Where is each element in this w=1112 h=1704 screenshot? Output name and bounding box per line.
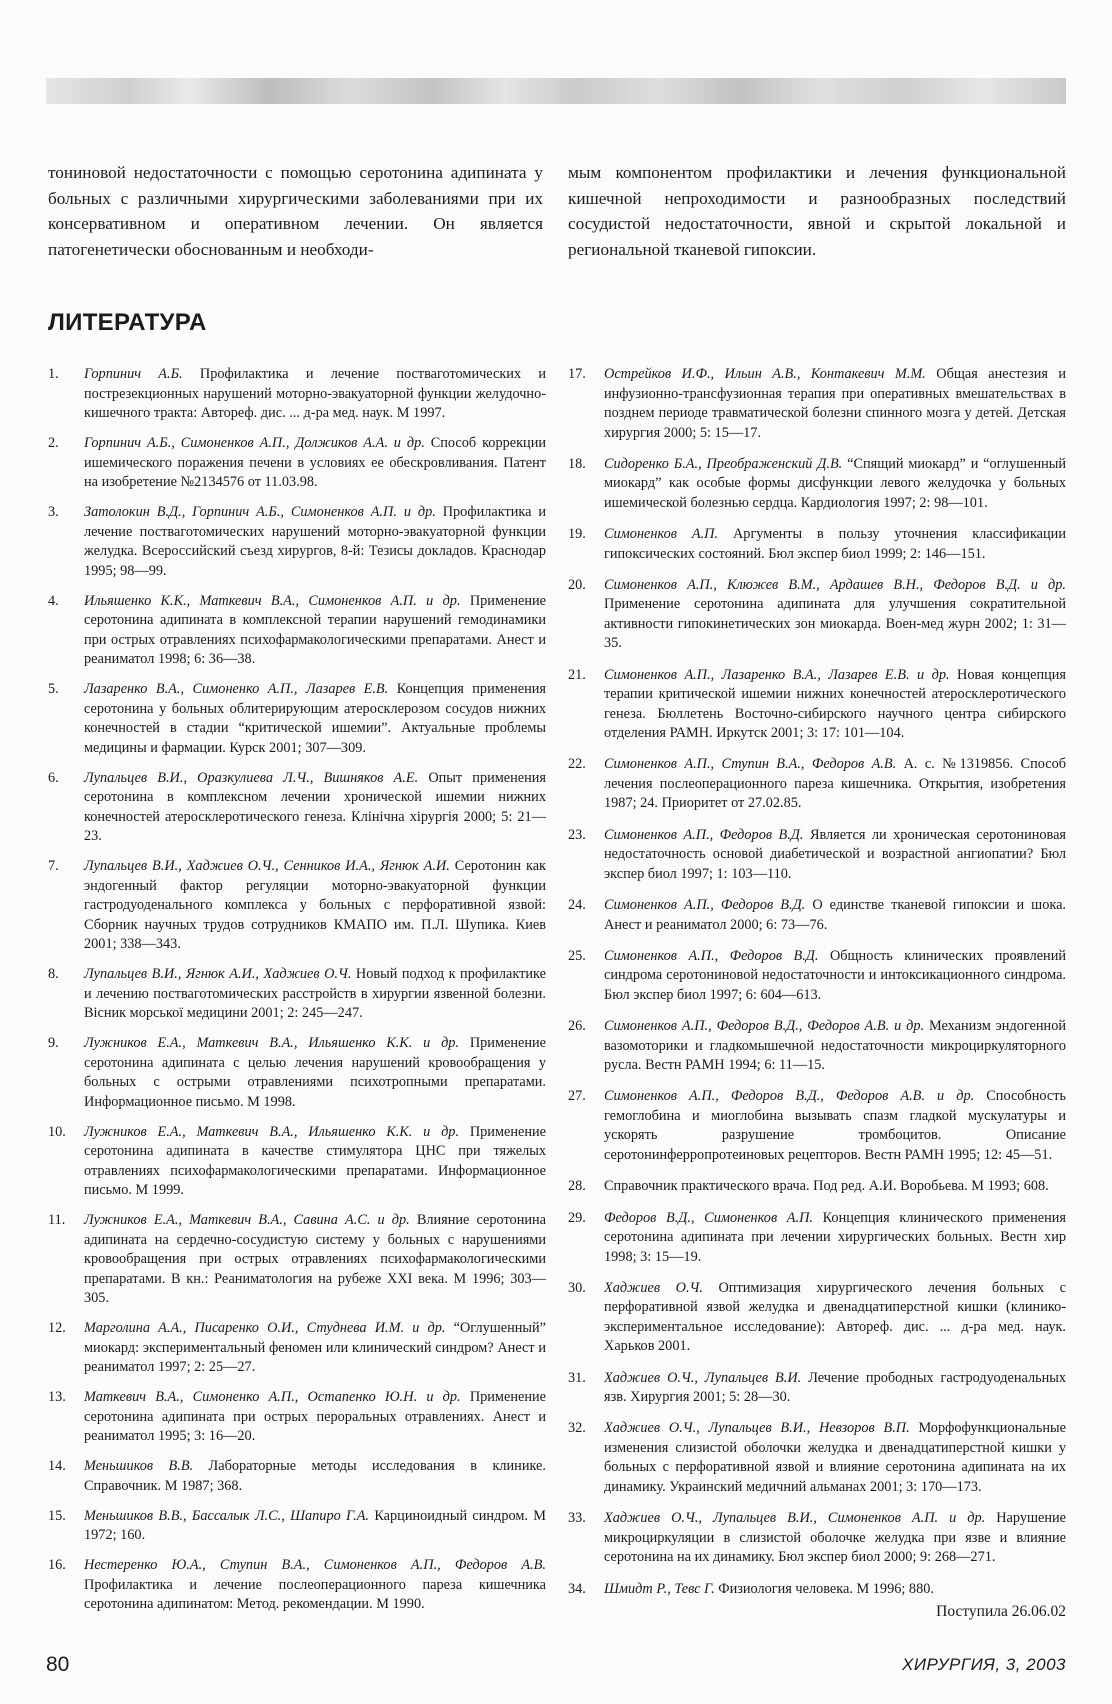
reference-title: Лабораторные методы исследования в клинике. Справочник. М 1987; 368. (84, 1458, 546, 1494)
reference-title: “Спящий миокард” и “оглушенный миокард” как особые формы дисфункции левого желудочка у больных ишемической болезнью сердца. Кардиология 1997; 2: 98—101. (604, 455, 1067, 511)
reference-item (48, 434, 546, 493)
reference-title: Аргументы в пользу уточнения классификации гипоксических состояний. Бюл экспер биол 1999; 2: 146—151. (604, 526, 1066, 562)
reference-authors: Симоненков А.П., Лазаренко В.А., Лазарев Е.В. и др. (604, 666, 950, 683)
reference-text (604, 947, 1066, 1006)
reference-text (84, 1388, 546, 1447)
references-heading: ЛИТЕРАТУРА (48, 309, 207, 336)
reference-item (568, 1209, 1066, 1268)
reference-number: 20. (568, 576, 586, 593)
reference-title: Применение серотонина адипината в качестве стимулятора ЦНС при тяжелых отравлениях психофармакологическими препаратами. Информационное письмо. М 1999. (84, 1123, 546, 1198)
reference-item (48, 769, 546, 847)
reference-authors: Горпинич А.Б. (84, 366, 183, 382)
reference-authors: Хаджиев О.Ч., Лупальцев В.И., Невзоров В.П. (604, 1420, 910, 1437)
reference-number: 26. (568, 1018, 586, 1035)
reference-number: 24. (568, 897, 586, 914)
reference-authors: Лупальцев В.И., Хаджиев О.Ч., Сенников И.А., Ягнюк А.И. (84, 858, 450, 874)
reference-number: 5. (48, 681, 59, 697)
page-number: 80 (46, 1653, 70, 1676)
reference-text (604, 455, 1066, 514)
reference-title: Новый подход к профилактике и лечению постваготомических расстройств в хирургии язвенной болезни. Вісник морської медицини 2001; 2: 245—247. (84, 966, 546, 1021)
reference-authors: Нестеренко Ю.А., Ступин В.А., Симоненков А.П., Федоров А.В. (84, 1557, 546, 1573)
reference-item (48, 365, 546, 424)
reference-text (84, 965, 546, 1024)
reference-item (568, 576, 1066, 654)
reference-authors: Лужников Е.А., Маткевич В.А., Ильяшенко К.К. и др. (84, 1035, 460, 1051)
reference-item (568, 455, 1066, 514)
reference-title: Профилактика и лечение послеоперационного пареза кишечника серотонина адипинатом: Метод. рекомендации. М 1990. (84, 1576, 546, 1612)
reference-title: Карциноидный синдром. М 1972; 160. (84, 1507, 546, 1543)
reference-item (48, 680, 546, 758)
reference-item (48, 1556, 546, 1615)
reference-text (604, 1087, 1066, 1165)
reference-text (84, 1034, 546, 1112)
reference-title: Общность клинических проявлений синдрома серотониновой недостаточности и интоксикационного синдрома. Бюл экспер биол 1997; 6: 604—613. (604, 947, 1067, 1003)
reference-item (48, 503, 546, 581)
reference-title: “Оглушенный” миокард: экспериментальный феномен или клинический синдром? Анест и реаниматол 1997; 2: 25—27. (84, 1320, 546, 1375)
reference-authors: Хаджиев О.Ч., Лупальцев В.И. (604, 1369, 802, 1386)
reference-text (84, 1507, 546, 1546)
reference-item (48, 1507, 546, 1546)
reference-number: 32. (568, 1420, 586, 1437)
reference-authors: Меньшиков В.В. (84, 1458, 194, 1474)
reference-authors: Шмидт Р., Тевс Г. (604, 1580, 715, 1597)
reference-item (48, 965, 546, 1024)
reference-item (568, 1509, 1066, 1568)
reference-number: 34. (568, 1580, 586, 1597)
reference-text (604, 826, 1066, 885)
reference-authors: Симоненков А.П., Ступин В.А., Федоров А.В. (604, 756, 897, 773)
reference-title: Применение серотонина адипината при острых пероральных отравлениях. Анест и реаниматол 1995; 3: 16—20. (84, 1389, 546, 1444)
reference-authors: Затолокин В.Д., Горпинич А.Б., Симоненков А.П. и др. (84, 504, 436, 520)
reference-title: Механизм эндогенной вазомоторики и гладкомышечной недостаточности микроциркуляторного русла. Вестн РАМН 1994; 6: 11—15. (604, 1018, 1066, 1074)
header-band (46, 78, 1066, 104)
reference-text (84, 365, 546, 424)
reference-item (48, 1319, 546, 1378)
reference-authors: Хаджиев О.Ч., Лупальцев В.И., Симоненков А.П. и др. (604, 1510, 986, 1527)
reference-number: 22. (568, 756, 586, 773)
reference-item (568, 755, 1066, 814)
reference-text (604, 1177, 1066, 1197)
reference-text (84, 1211, 546, 1309)
reference-title: Справочник практического врача. Под ред. А.И. Воробьева. М 1993; 608. (604, 1178, 1049, 1195)
reference-item (568, 1017, 1066, 1076)
reference-title: Влияние серотонина адипината на сердечно-сосудистую систему у больных с нарушениями кровообращения при острых отравлениях психофармакологическими препаратами. В кн.: Реаниматология на рубеже XXI века. М 1996; 303—305. (84, 1212, 546, 1306)
reference-text (604, 576, 1066, 654)
reference-item (568, 365, 1066, 443)
reference-number: 15. (48, 1507, 66, 1524)
reference-title: О единстве тканевой гипоксии и шока. Анест и реаниматол 2000; 6: 73—76. (604, 897, 1066, 933)
reference-title: Применение серотонина адипината с целью лечения нарушений кровообращения у больных с острыми отравлениями психотропными препаратами. Информационное письмо. М 1998. (84, 1035, 546, 1110)
reference-title: Опыт применения серотонина в комплексном лечении хронической ишемии нижних конечностей атеросклеротического генеза. Клінічна хірургія 2000; 5: 21—23. (84, 769, 547, 844)
reference-authors: Маткевич В.А., Симоненко А.П., Остапенко Ю.Н. и др. (84, 1389, 461, 1405)
reference-text (84, 592, 546, 670)
reference-authors: Меньшиков В.В., Бассалык Л.С., Шапиро Г.А. (84, 1507, 370, 1524)
reference-title: Профилактика и лечение постваготомических нарушений моторно-эвакуаторной функции желудка. Всероссийский съезд хирургов, 8-й: Тезисы докладов. Краснодар 1995; 98—99. (84, 504, 546, 579)
reference-title: А. с. №1319856. Способ лечения послеоперационного пареза кишечника. Открытия, изобретения 1987; 24. Приоритет от 27.02.85. (604, 756, 1066, 812)
reference-authors: Марголина А.А., Писаренко О.И., Студнева И.М. и др. (84, 1320, 446, 1336)
reference-title: Лечение прободных гастродуоденальных язв. Хирургия 2001; 5: 28—30. (604, 1369, 1067, 1406)
reference-text (84, 857, 546, 955)
reference-authors: Сидоренко Б.А., Преображенский Д.В. (604, 455, 843, 472)
reference-authors: Лазаренко В.А., Симоненко А.П., Лазарев Е.В. (84, 681, 389, 697)
reference-item (48, 1388, 546, 1447)
reference-text (84, 769, 546, 847)
reference-number: 2. (48, 435, 59, 451)
reference-item (48, 592, 546, 670)
reference-item (48, 1123, 546, 1201)
reference-text (604, 1369, 1066, 1408)
reference-authors: Острейков И.Ф., Ильин А.В., Контакевич М.М. (604, 366, 926, 382)
reference-text (604, 1419, 1066, 1497)
reference-title: Концепция применения серотонина у больных облитерирующим атеросклерозом сосудов нижних конечностей в стадии “критической ишемии”. Актуальные проблемы медицины и фармации. Курск 2001; 307—309. (84, 681, 546, 756)
reference-text (604, 755, 1066, 814)
reference-title: Профилактика и лечение постваготомических и пострезекционных нарушений моторно-эвакуаторной функции желудочно-кишечного тракта: Автореф. дис. ... д-ра мед. наук. М 1997. (84, 366, 547, 421)
references-list-left (48, 365, 546, 1625)
reference-text (84, 1556, 546, 1615)
reference-item (568, 1419, 1066, 1497)
reference-authors: Горпинич А.Б., Симоненков А.П., Должиков А.А. и др. (84, 435, 425, 451)
reference-text (84, 1457, 546, 1496)
reference-number: 28. (568, 1178, 586, 1195)
reference-authors: Симоненков А.П. (604, 526, 719, 543)
reference-number: 4. (48, 592, 59, 609)
reference-item (48, 857, 546, 955)
reference-title: Общая анестезия и инфузионно-трансфузионная терапия при оперативных вмешательствах в позднем периоде травматической болезни спинного мозга у детей. Детская хирургия 2000; 5: 15—17. (604, 366, 1066, 441)
reference-authors: Лупальцев В.И., Ягнюк А.И., Хаджиев О.Ч. (84, 966, 352, 982)
intro-paragraph-left: тониновой недостаточности с помощью серотонина адипината у больных с различными хирургическими заболеваниями при их консервативном и оперативном лечении. Он является патогенетически обоснованным и необходи- (48, 163, 543, 259)
reference-number: 9. (48, 1035, 59, 1051)
reference-number: 7. (48, 858, 59, 874)
reference-text (84, 434, 546, 493)
reference-number: 13. (48, 1389, 66, 1405)
reference-authors: Лужников Е.А., Маткевич В.А., Ильяшенко К.К. и др. (84, 1123, 460, 1140)
reference-item (568, 1177, 1066, 1197)
received-date: Поступила 26.06.02 (936, 1603, 1066, 1620)
reference-item (568, 826, 1066, 885)
reference-authors: Симоненков А.П., Федоров В.Д. (604, 947, 819, 964)
reference-text (84, 680, 546, 758)
reference-authors: Симоненков А.П., Федоров В.Д., Федоров А.В. и др. (604, 1088, 975, 1105)
reference-text (604, 525, 1066, 564)
reference-number: 21. (568, 666, 586, 683)
reference-number: 25. (568, 947, 586, 964)
reference-number: 11. (48, 1212, 66, 1228)
reference-title: Физиология человека. М 1996; 880. (718, 1580, 934, 1597)
reference-authors: Хаджиев О.Ч. (604, 1279, 703, 1296)
reference-number: 27. (568, 1088, 586, 1105)
reference-number: 1. (48, 366, 59, 382)
reference-number: 23. (568, 826, 586, 843)
reference-text (604, 1509, 1066, 1568)
references-list-right (568, 365, 1066, 1611)
reference-title: Оптимизация хирургического лечения больных с перфоративной язвой желудка и двенадцатиперстной кишки (клинико-экспериментальное исследование): Автореф. дис. ... д-ра мед. наук. Харьков 2001. (604, 1279, 1066, 1355)
reference-title: Нарушение микроциркуляции в слизистой оболочке желудка при язве и влияние серотонина на их динамику. Бюл экспер биол 2000; 9: 268—271. (604, 1510, 1066, 1566)
reference-title: Способность гемоглобина и миоглобина вызывать спазм гладкой мускулатуры и ускорять разрушение тромбоцитов. Описание серотонинферропротеиновых рецепторов. Вестн РАМН 1995; 12: 45—51. (604, 1088, 1066, 1163)
reference-authors: Симоненков А.П., Клюжев В.М., Ардашев В.Н., Федоров В.Д. и др. (604, 576, 1066, 593)
reference-text (604, 365, 1066, 443)
reference-number: 10. (48, 1123, 66, 1140)
reference-title: Концепция клинического применения серотонина адипината при лечении хирургических больных. Вестн хир 1998; 3: 15—19. (604, 1209, 1067, 1265)
reference-text (604, 896, 1066, 935)
reference-title: Новая концепция терапии критической ишемии нижних конечностей атеросклеротического генеза. Бюллетень Восточно-сибирского научного центра сибирского отделения РАМН. Иркутск 2001; 3: 17: 101—104. (604, 666, 1067, 742)
reference-text (604, 1580, 1066, 1600)
reference-item (568, 666, 1066, 744)
reference-text (84, 1319, 546, 1378)
reference-number: 17. (568, 366, 586, 382)
intro-paragraph-right: мым компонентом профилактики и лечения функциональной кишечной непроходимости и разнообразных последствий сосудистой недостаточности, явной и скрытой локальной и региональной тканевой гипоксии. (568, 163, 1066, 259)
reference-number: 6. (48, 769, 59, 786)
reference-item (568, 1279, 1066, 1357)
reference-number: 12. (48, 1320, 66, 1336)
reference-number: 3. (48, 504, 59, 520)
reference-number: 19. (568, 526, 586, 543)
reference-title: Серотонин как эндогенный фактор регуляции моторно-эвакуаторной функции гастродуоденального комплекса у больных с перфоративной язвой: Сборник научных трудов сотрудников КМАПО им. П.Л. Шупика. Киев 2001; 338—343. (84, 858, 546, 952)
reference-title: Применение серотонина адипината в комплексной терапии нарушений гемодинамики при острых отравлениях психофармакологическими препаратами. Анест и реаниматол 1998; 6: 36—38. (84, 592, 546, 667)
reference-title: Применение серотонина адипината для улучшения сократительной активности гипокинетических зон миокарда. Воен-мед журн 2002; 1: 31—35. (604, 596, 1066, 652)
reference-text (84, 1123, 546, 1201)
reference-title: Способ коррекции ишемического поражения печени в условиях ее обескровливания. Патент на изобретение №2134576 от 11.03.98. (84, 435, 546, 490)
reference-title: Является ли хроническая серотониновая недостаточность основой диабетической и возрастной ангиопатии? Бюл экспер биол 1997; 1: 103—110. (604, 826, 1067, 882)
reference-number: 8. (48, 966, 59, 982)
reference-item (48, 1034, 546, 1112)
reference-authors: Симоненков А.П., Федоров В.Д. (604, 897, 806, 914)
reference-authors: Федоров В.Д., Симоненков А.П. (604, 1209, 813, 1226)
reference-number: 18. (568, 455, 586, 472)
reference-number: 16. (48, 1557, 66, 1573)
reference-authors: Лужников Е.А., Маткевич В.А., Савина А.С. и др. (84, 1212, 410, 1228)
reference-text (604, 1209, 1066, 1268)
reference-item (568, 525, 1066, 564)
reference-text (604, 666, 1066, 744)
reference-text (604, 1017, 1066, 1076)
reference-authors: Симоненков А.П., Федоров В.Д. (604, 826, 804, 843)
reference-item (568, 1369, 1066, 1408)
reference-title: Морфофункциональные изменения слизистой оболочки желудка и двенадцатиперстной кишки у больных с перфоративной язвой и влияние серотонина адипината на их динамику. Украинский медичний альманах 2001; 3: 170—173. (604, 1420, 1066, 1495)
reference-item (568, 947, 1066, 1006)
reference-item (48, 1211, 546, 1309)
reference-number: 14. (48, 1458, 66, 1474)
reference-number: 30. (568, 1279, 586, 1296)
reference-text (84, 503, 546, 581)
reference-authors: Лупальцев В.И., Оразкулиева Л.Ч., Вишняков А.Е. (84, 769, 419, 786)
reference-authors: Ильяшенко К.К., Маткевич В.А., Симоненков А.П. и др. (84, 592, 461, 609)
reference-number: 29. (568, 1209, 586, 1226)
reference-item (48, 1457, 546, 1496)
journal-footer: ХИРУРГИЯ, 3, 2003 (902, 1655, 1066, 1674)
reference-text (604, 1279, 1066, 1357)
reference-number: 33. (568, 1510, 586, 1527)
reference-item (568, 1580, 1066, 1600)
reference-item (568, 896, 1066, 935)
reference-item (568, 1087, 1066, 1165)
reference-number: 31. (568, 1369, 586, 1386)
reference-authors: Симоненков А.П., Федоров В.Д., Федоров А.В. и др. (604, 1018, 925, 1035)
